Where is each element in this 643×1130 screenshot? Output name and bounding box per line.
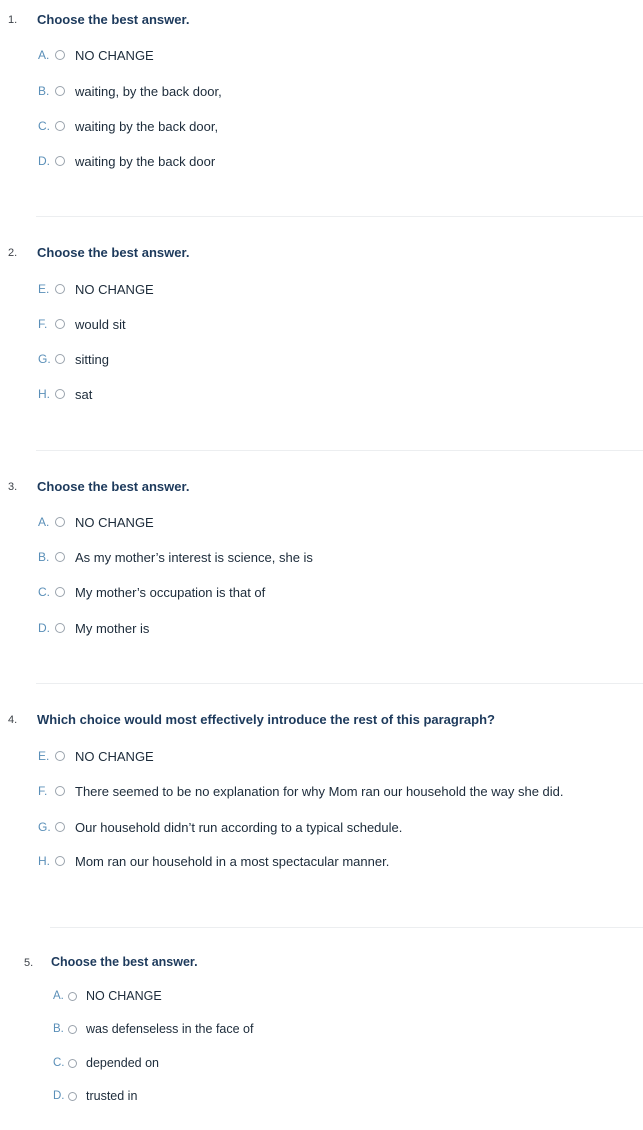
radio-button-icon[interactable] [55,354,65,364]
radio-button-icon[interactable] [55,86,65,96]
option-text: Mom ran our household in a most spectacular manner. [75,853,390,869]
question-prompt: Choose the best answer. [37,479,190,494]
radio-button-icon[interactable] [55,517,65,527]
option-letter: B. [53,1023,64,1035]
radio-button-icon[interactable] [55,751,65,761]
option-a[interactable] [53,987,162,1005]
question-number: 4. [8,714,18,726]
option-text: was defenseless in the face of [86,1022,254,1036]
option-text: NO CHANGE [75,47,154,63]
divider [50,927,643,928]
option-e[interactable] [38,747,154,765]
option-letter: E. [38,749,50,763]
option-text: As my mother’s interest is science, she is [75,549,313,565]
question-number: 3. [8,481,18,493]
radio-button-icon[interactable] [55,156,65,166]
radio-button-icon[interactable] [55,284,65,294]
radio-button-icon[interactable] [68,1092,77,1101]
option-c[interactable] [38,583,265,601]
option-text: NO CHANGE [75,748,154,764]
question-number: 1. [8,14,18,26]
option-h[interactable] [38,385,92,403]
radio-button-icon[interactable] [55,389,65,399]
option-text: There seemed to be no explanation for why Mom ran our household the way she did. [75,783,564,799]
option-text: waiting by the back door, [75,118,219,134]
question-prompt: Choose the best answer. [37,12,190,27]
option-f[interactable] [38,782,564,800]
option-g[interactable] [38,818,402,836]
option-g[interactable] [38,350,109,368]
radio-button-icon[interactable] [55,587,65,597]
option-text: trusted in [86,1089,138,1103]
option-text: depended on [86,1056,159,1070]
radio-button-icon[interactable] [55,552,65,562]
option-letter: D. [38,154,50,168]
question-prompt: Which choice would most effectively introduce the rest of this paragraph? [37,712,495,727]
radio-button-icon[interactable] [55,50,65,60]
option-text: My mother is [75,620,150,636]
question-prompt: Choose the best answer. [37,245,190,260]
option-text: sat [75,386,93,402]
option-c[interactable] [53,1054,159,1072]
option-letter: A. [38,515,50,529]
radio-button-icon[interactable] [68,1025,77,1034]
radio-button-icon[interactable] [55,623,65,633]
option-letter: C. [38,119,50,133]
option-b[interactable] [53,1020,253,1038]
option-d[interactable] [38,619,149,637]
option-text: NO CHANGE [75,281,154,297]
option-b[interactable] [38,548,313,566]
radio-button-icon[interactable] [55,856,65,866]
option-letter: C. [38,585,50,599]
question-prompt: Choose the best answer. [51,955,198,969]
radio-button-icon[interactable] [55,121,65,131]
option-letter: F. [38,317,48,331]
radio-button-icon[interactable] [55,786,65,796]
option-letter: H. [38,387,50,401]
option-letter: A. [38,48,50,62]
option-letter: G. [38,352,51,366]
option-h[interactable] [38,852,389,870]
option-text: sitting [75,351,109,367]
option-text: would sit [75,316,126,332]
option-c[interactable] [38,117,218,135]
option-letter: C. [53,1057,65,1069]
option-d[interactable] [38,152,215,170]
option-text: waiting by the back door [75,153,216,169]
option-text: Our household didn’t run according to a typical schedule. [75,819,403,835]
divider [36,683,643,684]
radio-button-icon[interactable] [68,992,77,1001]
option-text: My mother’s occupation is that of [75,584,266,600]
option-a[interactable] [38,513,154,531]
option-b[interactable] [38,82,222,100]
option-letter: H. [38,854,50,868]
radio-button-icon[interactable] [55,822,65,832]
option-e[interactable] [38,280,154,298]
option-letter: F. [38,784,48,798]
option-d[interactable] [53,1087,137,1105]
option-letter: B. [38,550,50,564]
option-f[interactable] [38,315,126,333]
option-a[interactable] [38,46,154,64]
option-letter: G. [38,820,51,834]
option-letter: E. [38,282,50,296]
option-letter: D. [53,1090,65,1102]
option-text: NO CHANGE [75,514,154,530]
option-text: waiting, by the back door, [75,83,222,99]
option-letter: A. [53,990,64,1002]
radio-button-icon[interactable] [55,319,65,329]
question-number: 5. [24,957,34,969]
divider [36,450,643,451]
divider [36,216,643,217]
question-number: 2. [8,247,18,259]
radio-button-icon[interactable] [68,1059,77,1068]
option-letter: D. [38,621,50,635]
option-text: NO CHANGE [86,989,162,1003]
option-letter: B. [38,84,50,98]
